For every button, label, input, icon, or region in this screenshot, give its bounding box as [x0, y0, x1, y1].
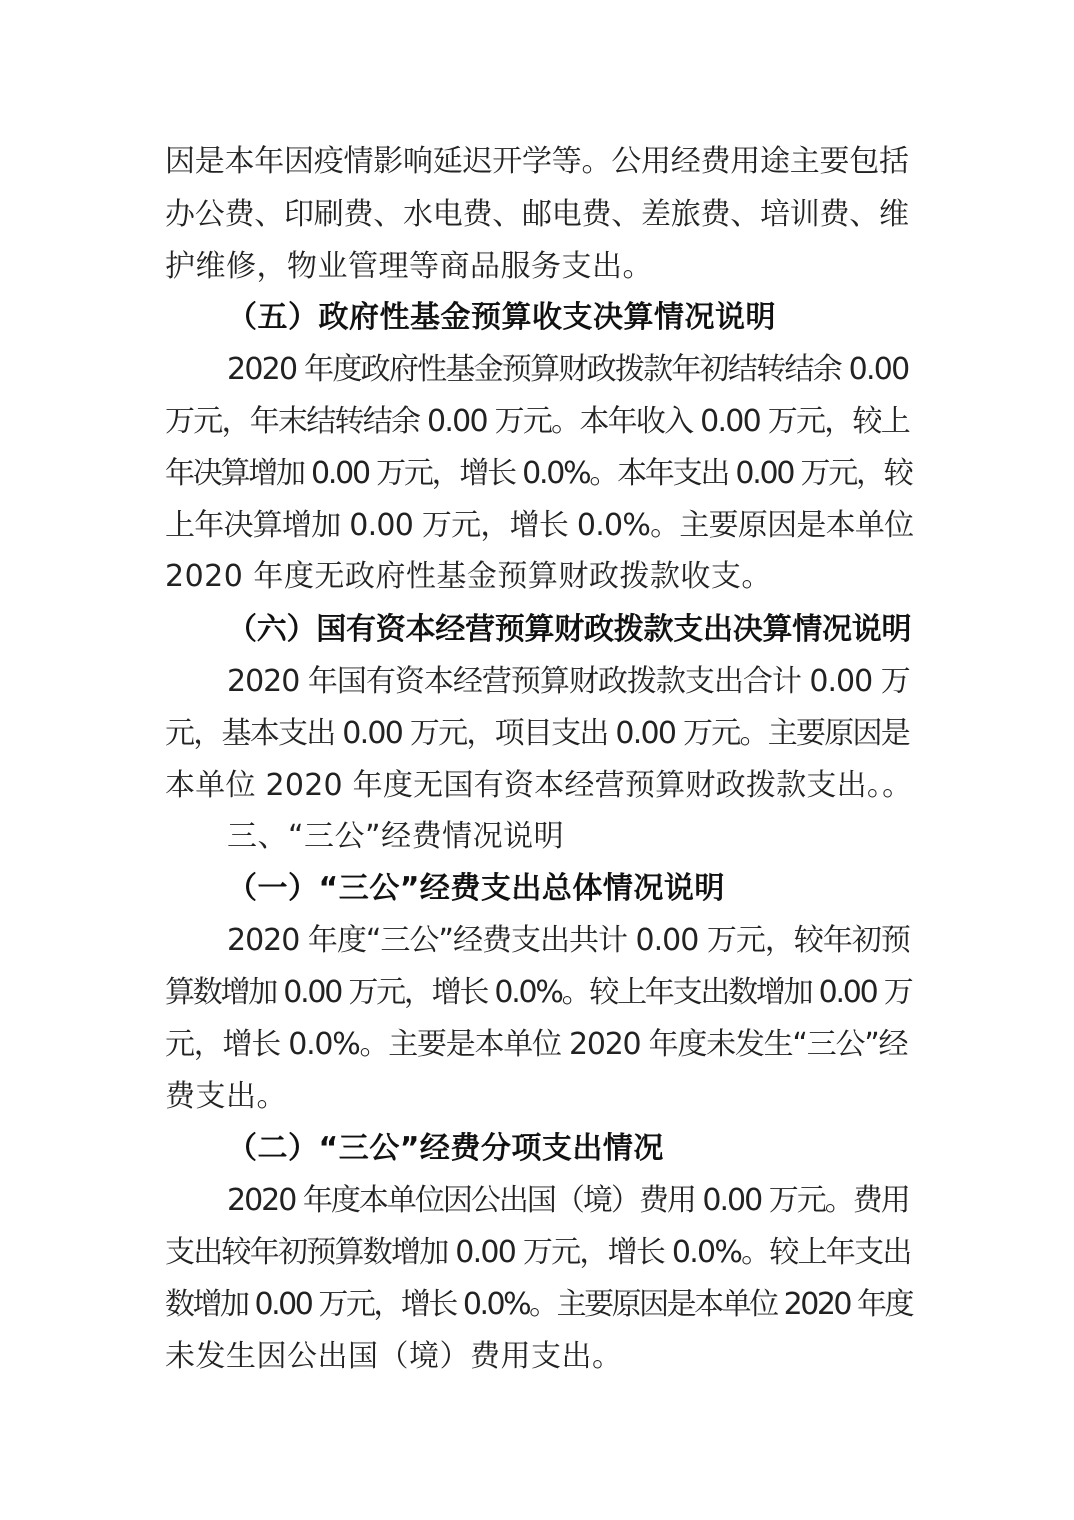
paragraph-line: 元，基本支出 0.00 万元，项目支出 0.00 万元。主要原因是	[165, 716, 909, 751]
paragraph-line: 本单位 2020 年度无国有资本经营预算财政拨款支出。。	[165, 768, 913, 803]
paragraph-line: 办公费、印刷费、水电费、邮电费、差旅费、培训费、维	[165, 197, 909, 232]
chapter-heading-3: 三、“三公”经费情况说明	[227, 819, 565, 854]
paragraph-line: 支出较年初预算数增加 0.00 万元，增长 0.0%。较上年支出	[165, 1235, 911, 1270]
paragraph-line: 2020 年国有资本经营预算财政拨款支出合计 0.00 万	[227, 664, 910, 699]
paragraph-line: 算数增加 0.00 万元，增长 0.0%。较上年支出数增加 0.00 万	[165, 975, 912, 1010]
paragraph-line: 2020 年度无政府性基金预算财政拨款收支。	[165, 559, 772, 594]
paragraph-line: 元，增长 0.0%。主要是本单位 2020 年度未发生“三公”经	[165, 1027, 908, 1062]
paragraph-line: 因是本年因疫情影响延迟开学等。公用经费用途主要包括	[165, 144, 909, 179]
section-heading-1: （一）“三公”经费支出总体情况说明	[227, 871, 725, 906]
paragraph-line: 护维修，物业管理等商品服务支出。	[165, 249, 653, 284]
paragraph-line: 数增加 0.00 万元，增长 0.0%。主要原因是本单位 2020 年度	[165, 1287, 913, 1322]
section-heading-2: （二）“三公”经费分项支出情况	[227, 1131, 664, 1166]
paragraph-line: 年决算增加 0.00 万元，增长 0.0%。本年支出 0.00 万元，较	[165, 456, 912, 491]
paragraph-line: 2020 年度“三公”经费支出共计 0.00 万元，较年初预	[227, 923, 910, 958]
paragraph-line: 万元，年末结转结余 0.00 万元。本年收入 0.00 万元，较上	[165, 404, 909, 439]
paragraph-line: 上年决算增加 0.00 万元，增长 0.0%。主要原因是本单位	[165, 508, 914, 543]
paragraph-line: 费支出。	[165, 1079, 287, 1114]
section-heading-6: （六）国有资本经营预算财政拨款支出决算情况说明	[227, 612, 912, 647]
paragraph-line: 未发生因公出国（境）费用支出。	[165, 1339, 623, 1374]
paragraph-line: 2020 年度政府性基金预算财政拨款年初结转结余 0.00	[227, 352, 909, 387]
paragraph-line: 2020 年度本单位因公出国（境）费用 0.00 万元。费用	[227, 1183, 909, 1218]
section-heading-5: （五）政府性基金预算收支决算情况说明	[227, 300, 776, 335]
